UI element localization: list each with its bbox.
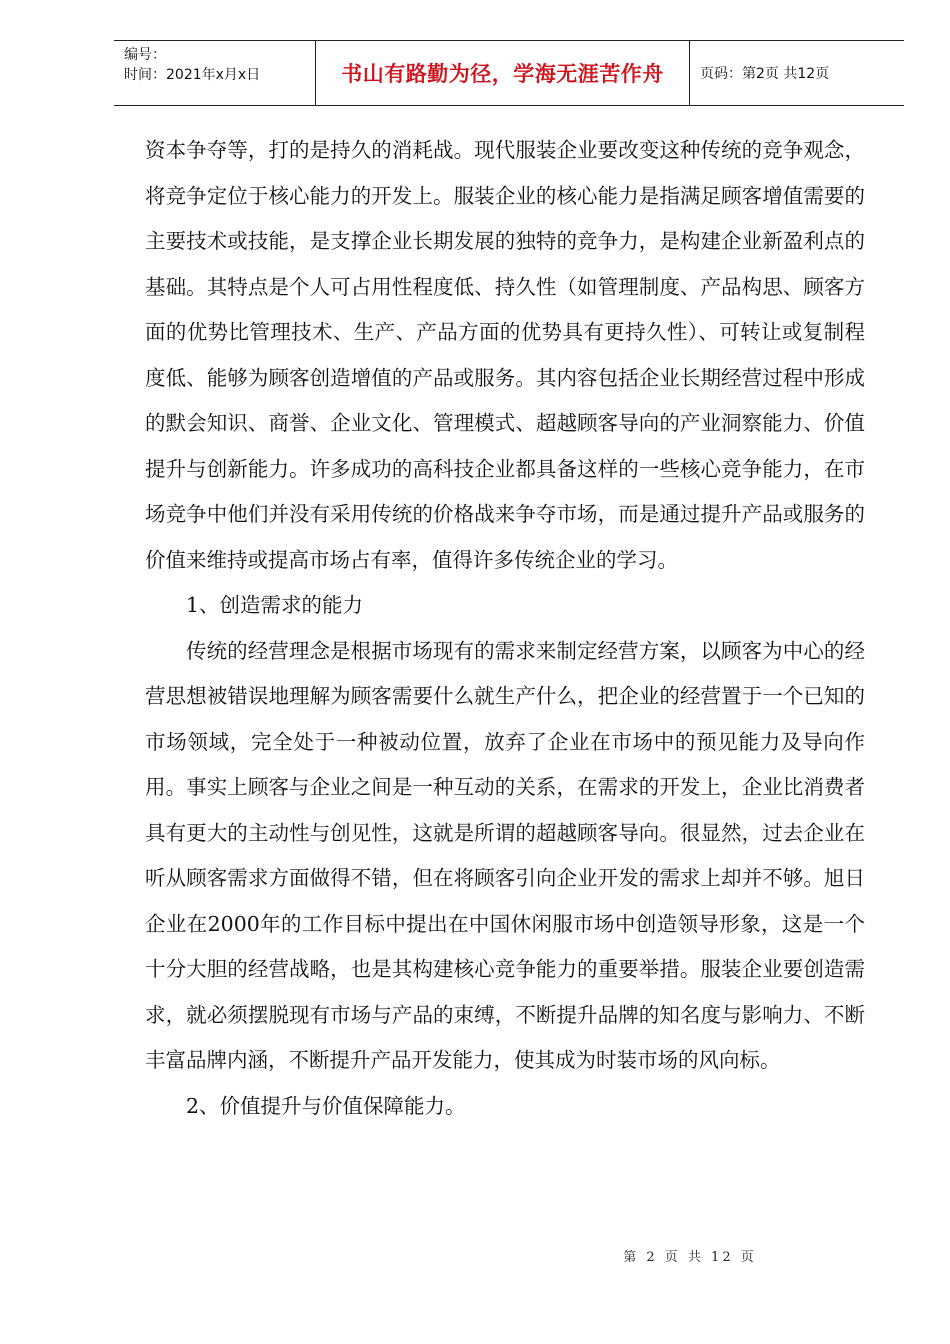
document-code-label: 编号： [124, 47, 166, 63]
page-footer: 第 2 页 共 12 页 [623, 1250, 757, 1265]
header-meta-cell [114, 41, 316, 105]
section-heading-2: 2、价值提升与价值保障能力。 [186, 1093, 466, 1118]
document-header [114, 40, 904, 106]
header-page-info: 页码：第2页 共12页 [700, 66, 830, 82]
body-paragraph-1: 资本争夺等，打的是持久的消耗战。现代服装企业要改变这种传统的竞争观念，将竞争定位于核心能力的开发上。服装企业的核心能力是指满足顾客增值需要的主要技术或技能，是支撑企业长期发展的独特的竞争力，是构建企业新盈利点的基础。其特点是个人可占用性程度低、持久性（如管理制度、产品构思、顾客方面的优势比管理技术、生产、产品方面的优势具有更持久性）、可转让或复制程度低、能够为顾客创造增值的产品或服务。其内容包括企业长期经营过程中形成的默会知识、商誉、企业文化、管理模式、超越顾客导向的产业洞察能力、价值提升与创新能力。许多成功的高科技企业都具备这样的一些核心竞争能力，在市场竞争中他们并没有采用传统的价格战来争夺市场，而是通过提升产品或服务的价值来维持或提高市场占有率，值得许多传统企业的学习。 [145, 138, 865, 572]
body-paragraph-2: 传统的经营理念是根据市场现有的需求来制定经营方案，以顾客为中心的经营思想被错误地理解为顾客需要什么就生产什么，把企业的经营置于一个已知的市场领域，完全处于一种被动位置，放弃了企业在市场中的预见能力及导向作用。事实上顾客与企业之间是一种互动的关系，在需求的开发上，企业比消费者具有更大的主动性与创见性，这就是所谓的超越顾客导向。很显然，过去企业在听从顾客需求方面做得不错，但在将顾客引向企业开发的需求上却并不够。旭日企业在2000年的工作目标中提出在中国休闲服市场中创造领导形象，这是一个十分大胆的经营战略，也是其构建核心竞争能力的重要举措。服装企业要创造需求，就必须摆脱现有市场与产品的束缚，不断提升品牌的知名度与影响力、不断丰富品牌内涵，不断提升产品开发能力，使其成为时装市场的风向标。 [145, 638, 865, 1072]
document-body [145, 128, 865, 1129]
section-heading-1: 1、创造需求的能力 [186, 593, 364, 617]
document-date-label: 时间：2021年x月x日 [124, 67, 261, 83]
header-motto: 书山有路勤为径，学海无涯苦作舟 [316, 41, 690, 105]
